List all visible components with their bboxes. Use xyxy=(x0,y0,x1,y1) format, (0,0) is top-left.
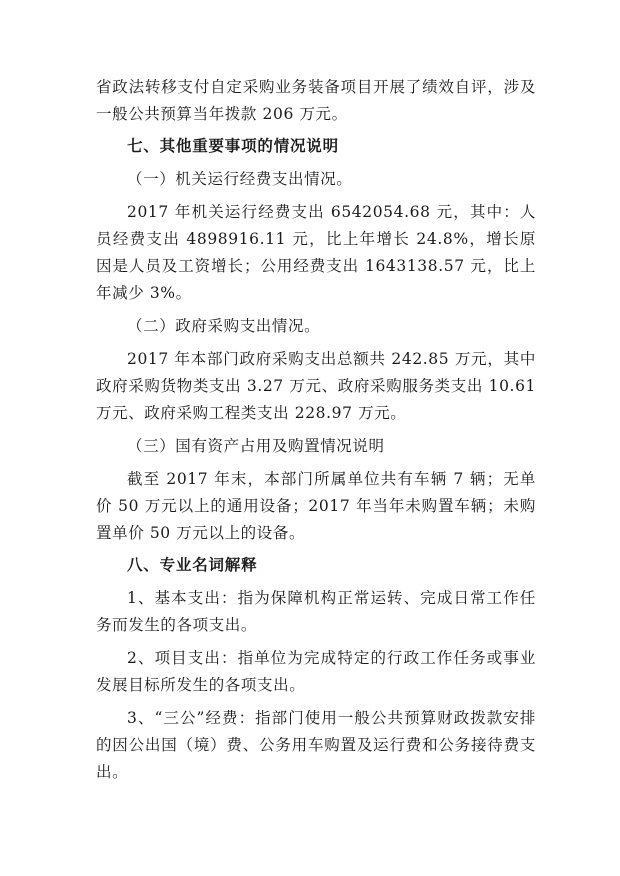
term-project-expenditure: 2、项目支出：指单位为完成特定的行政工作任务或事业发展目标所发生的各项支出。 xyxy=(96,649,536,694)
section-8-heading: 八、专业名词解释 xyxy=(127,556,258,574)
section-7-1-body: 2017 年机关运行经费支出 6542054.68 元，其中：人员经费支出 4898916.11 元，比上年增长 24.8%，增长原因是人员及工资增长；公用经费支出 1643138.57 元，比上年减少 3%。 xyxy=(96,203,536,302)
intro-paragraph: 省政法转移支付自定采购业务装备项目开展了绩效自评，涉及一般公共预算当年拨款 206 万元。 xyxy=(96,78,536,123)
term-three-public-expenses: 3、“三公”经费：指部门使用一般公共预算财政拨款安排的因公出国（境）费、公务用车购置及运行费和公务接待费支出。 xyxy=(96,709,536,781)
document-page xyxy=(96,74,536,786)
section-7-3-body: 截至 2017 年末，本部门所属单位共有车辆 7 辆；无单价 50 万元以上的通用设备；2017 年当年未购置车辆；未购置单价 50 万元以上的设备。 xyxy=(96,470,536,542)
section-7-2-title: （二）政府采购支出情况。 xyxy=(127,317,321,335)
section-7-heading: 七、其他重要事项的情况说明 xyxy=(127,137,339,155)
section-7-2-body: 2017 年本部门政府采购支出总额共 242.85 万元，其中政府采购货物类支出 3.27 万元、政府采购服务类支出 10.61 万元、政府采购工程类支出 228.97 万元。 xyxy=(96,350,536,422)
section-7-1-title: （一）机关运行经费支出情况。 xyxy=(127,170,353,188)
term-basic-expenditure: 1、基本支出：指为保障机构正常运转、完成日常工作任务而发生的各项支出。 xyxy=(96,589,536,634)
section-7-3-title: （三）国有资产占用及购置情况说明 xyxy=(127,437,385,455)
